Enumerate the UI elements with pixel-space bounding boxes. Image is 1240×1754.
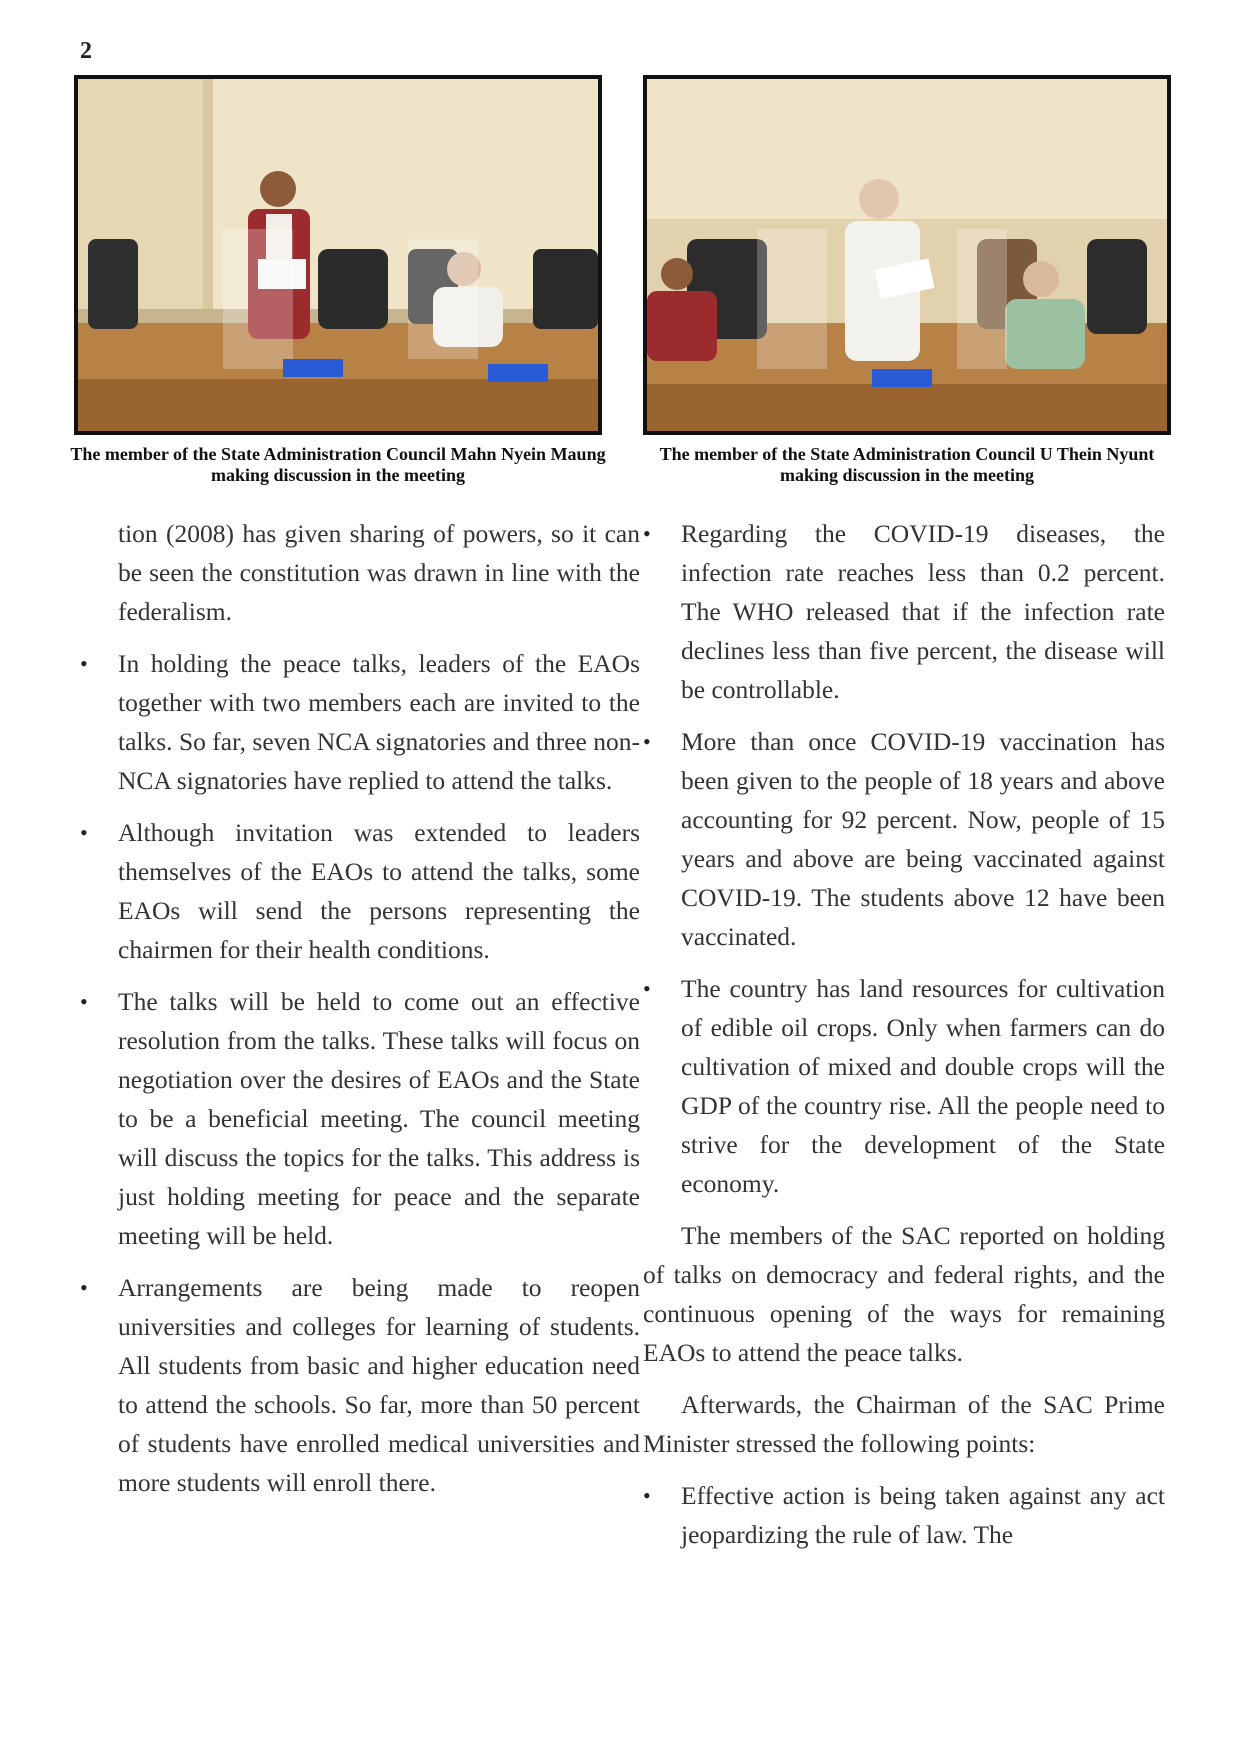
- bullet-icon: •: [80, 1275, 88, 1300]
- body-paragraph: Afterwards, the Chairman of the SAC Prime Minister stressed the following points:: [643, 1390, 1165, 1458]
- article-column-left: [80, 514, 640, 1515]
- bullet-item: • The talks will be held to come out an effective resolution from the talks. These talks will focus on negotiation over the desires of EAOs and the State to be a beneficial meeting. The council meeting will discuss the topics for the talks. This address is just holding meeting for peace and the separate meeting will be held.: [80, 982, 640, 1255]
- page-number: 2: [80, 38, 92, 64]
- continued-paragraph: tion (2008) has given sharing of powers, so it can be seen the constitution was drawn in line with the federalism.: [118, 519, 640, 626]
- bullet-item: • Effective action is being taken against any act jeopardizing the rule of law. The: [643, 1476, 1165, 1554]
- article-column-right: [643, 514, 1165, 1567]
- photo-caption-right: The member of the State Administration Council U Thein Nyunt making discussion in the meeting: [659, 444, 1155, 485]
- bullet-item: • In holding the peace talks, leaders of the EAOs together with two members each are invited to the talks. So far, seven NCA signatories and three non-NCA signatories have replied to attend the talks.: [80, 644, 640, 800]
- bullet-item: • The country has land resources for cultivation of edible oil crops. Only when farmers can do cultivation of mixed and double crops will the GDP of the country rise. All the people need to strive for the development of the State economy.: [643, 969, 1165, 1203]
- bullet-icon: •: [80, 989, 88, 1014]
- bullet-item: • Arrangements are being made to reopen universities and colleges for learning of students. All students from basic and higher education need to attend the schools. So far, more than 50 percent of students have enrolled medical universities and more students will enroll there.: [80, 1268, 640, 1502]
- bullet-icon: •: [643, 976, 651, 1001]
- bullet-icon: •: [643, 1483, 651, 1508]
- bullet-icon: •: [80, 651, 88, 676]
- bullet-item: • More than once COVID-19 vaccination has been given to the people of 18 years and above accounting for 92 percent. Now, people of 15 years and above are being vaccinated against COVID-19. The students above 12 have been vaccinated.: [643, 722, 1165, 956]
- body-paragraph: The members of the SAC reported on holding of talks on democracy and federal rights, and the continuous opening of the ways for remaining EAOs to attend the peace talks.: [643, 1221, 1165, 1367]
- bullet-icon: •: [643, 521, 651, 546]
- bullet-item: • Regarding the COVID-19 diseases, the infection rate reaches less than 0.2 percent. The WHO released that if the infection rate declines less than five percent, the disease will be controllable.: [643, 514, 1165, 709]
- meeting-photo-right: [643, 75, 1171, 435]
- bullet-icon: •: [643, 729, 651, 754]
- bullet-item: • Although invitation was extended to leaders themselves of the EAOs to attend the talks, some EAOs will send the persons representing the chairmen for their health conditions.: [80, 813, 640, 969]
- meeting-photo-left: [74, 75, 602, 435]
- bullet-icon: •: [80, 820, 88, 845]
- photo-caption-left: The member of the State Administration Council Mahn Nyein Maung making discussion in the meeting: [70, 444, 606, 485]
